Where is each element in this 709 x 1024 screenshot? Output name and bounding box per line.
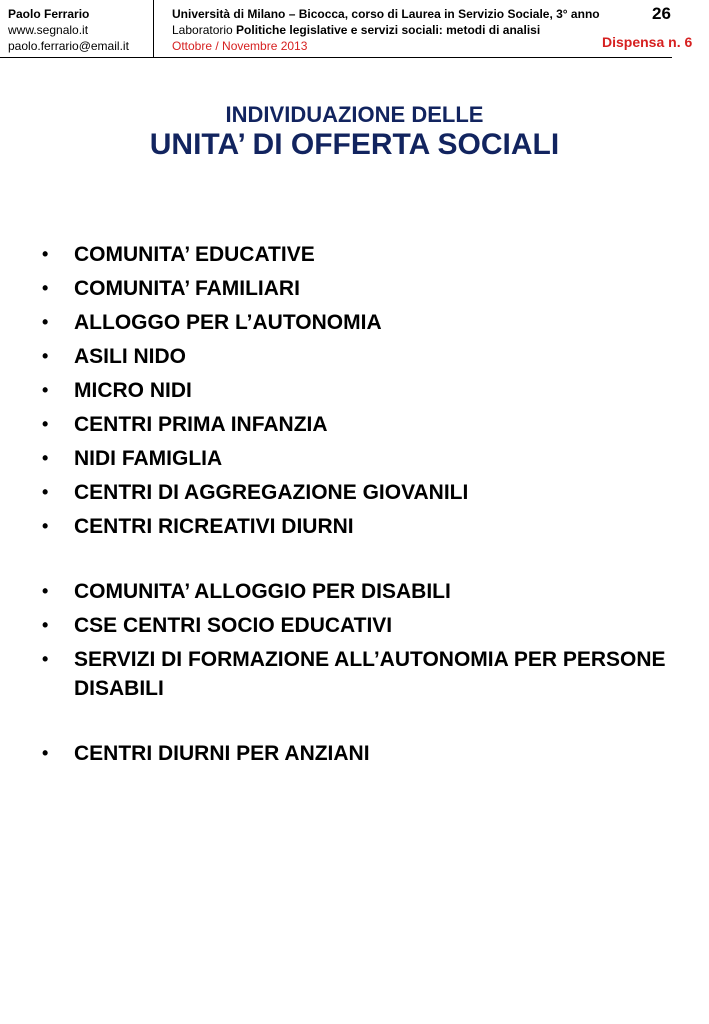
author-email[interactable]: paolo.ferrario@email.it xyxy=(8,39,129,53)
title-line-1: INDIVIDUAZIONE DELLE xyxy=(225,102,484,127)
bullet: • xyxy=(42,448,49,468)
list-item xyxy=(42,342,682,371)
list-item xyxy=(42,577,682,606)
course-line: Università di Milano – Bicocca, corso di Laurea in Servizio Sociale, 3° anno xyxy=(172,7,600,21)
item-label: ASILI NIDO xyxy=(74,345,187,368)
author-website[interactable]: www.segnalo.it xyxy=(8,23,89,37)
item-label: ALLOGGO PER L’AUTONOMIA xyxy=(74,311,382,334)
item-label: COMUNITA’ ALLOGGIO PER DISABILI xyxy=(74,580,451,603)
bullet: • xyxy=(42,516,49,536)
list-item xyxy=(42,308,682,337)
item-label: CENTRI PRIMA INFANZIA xyxy=(74,413,328,436)
list-item xyxy=(42,410,682,439)
list-item xyxy=(42,240,682,269)
author-name: Paolo Ferrario xyxy=(8,7,90,21)
list-item xyxy=(42,376,682,405)
bullet: • xyxy=(42,244,49,264)
list-item xyxy=(42,444,682,473)
item-label: MICRO NIDI xyxy=(74,379,192,402)
item-label: CSE CENTRI SOCIO EDUCATIVI xyxy=(74,614,393,637)
bullet: • xyxy=(42,615,49,635)
bullet: • xyxy=(42,649,49,669)
bullet: • xyxy=(42,743,49,763)
list-item xyxy=(42,645,682,703)
bullet: • xyxy=(42,414,49,434)
item-label: COMUNITA’ FAMILIARI xyxy=(74,277,300,300)
course-date: Ottobre / Novembre 2013 xyxy=(172,39,308,53)
list-item xyxy=(42,739,682,768)
list-item xyxy=(42,274,682,303)
bullet: • xyxy=(42,380,49,400)
item-label: NIDI FAMIGLIA xyxy=(74,447,223,470)
item-label: CENTRI RICREATIVI DIURNI xyxy=(74,515,354,538)
course-block xyxy=(172,6,600,54)
item-label: SERVIZI DI FORMAZIONE ALL’AUTONOMIA PER PERSONE DISABILI xyxy=(74,648,666,700)
list-item xyxy=(42,611,682,640)
title-line-2: UNITA’ DI OFFERTA SOCIALI xyxy=(149,128,560,161)
author-block xyxy=(8,6,129,54)
page-number: 26 xyxy=(652,4,671,23)
bullet: • xyxy=(42,581,49,601)
bullet: • xyxy=(42,278,49,298)
services-list xyxy=(42,240,682,773)
lab-line xyxy=(172,22,600,38)
lab-prefix: Laboratorio xyxy=(172,23,237,37)
list-item xyxy=(42,478,682,507)
list-item xyxy=(42,512,682,541)
header-divider xyxy=(153,0,154,58)
lab-title: Politiche legislative e servizi sociali: metodi di analisi xyxy=(236,23,541,37)
item-label: CENTRI DIURNI PER ANZIANI xyxy=(74,742,370,765)
bullet: • xyxy=(42,482,49,502)
page-header xyxy=(0,0,693,58)
item-label: CENTRI DI AGGREGAZIONE GIOVANILI xyxy=(74,481,469,504)
bullet: • xyxy=(42,312,49,332)
bullet: • xyxy=(42,346,49,366)
dispensa-label: Dispensa n. 6 xyxy=(602,34,693,50)
item-label: COMUNITA’ EDUCATIVE xyxy=(74,243,315,266)
